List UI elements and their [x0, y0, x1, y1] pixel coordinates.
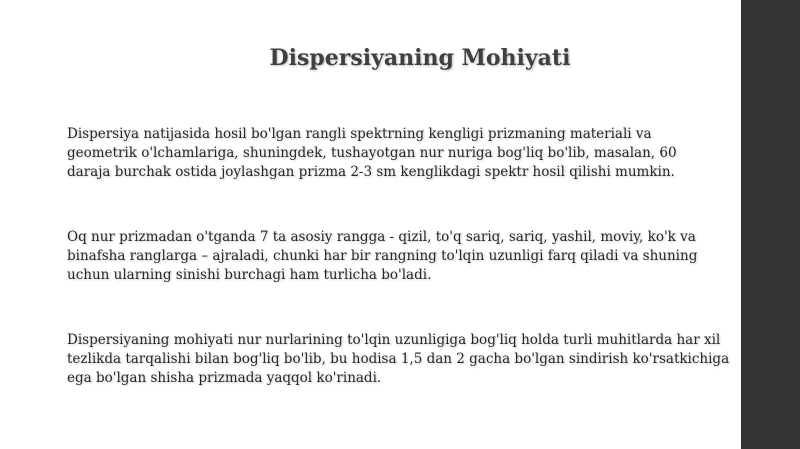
decorative-side-bar — [741, 0, 800, 449]
paragraph-line: ega bo'lgan shisha prizmada yaqqol ko'rinadi. — [67, 370, 382, 386]
paragraph-line: Dispersiya natijasida hosil bo'lgan rangli spektrning kengligi prizmaning materiali va — [67, 126, 652, 142]
paragraph-line: daraja burchak ostida joylashgan prizma 2-3 sm kenglikdagi spektr hosil qilishi mumkin. — [67, 164, 675, 180]
paragraph-line: Dispersiyaning mohiyati nur nurlarining to'lqin uzunligiga bog'liq holda turli muhitlarda har xil — [67, 332, 721, 348]
paragraph-line: binafsha ranglarga – ajraladi, chunki har bir rangning to'lqin uzunligi farq qiladi va shuning — [67, 248, 698, 264]
paragraph-line: tezlikda tarqalishi bilan bog'liq bo'lib, bu hodisa 1,5 dan 2 gacha bo'lgan sindirish ko'rsatkichiga — [67, 351, 730, 367]
paragraph-line: uchun ularning sinishi burchagi ham turlicha bo'ladi. — [67, 267, 432, 283]
slide-title: Dispersiyaning Mohiyati — [269, 44, 571, 71]
paragraph-essence — [67, 331, 800, 388]
paragraph-line: geometrik o'lchamlariga, shuningdek, tushayotgan nur nuriga bog'liq bo'lib, masalan, 60 — [67, 145, 677, 161]
paragraph-line: Oq nur prizmadan o'tganda 7 ta asosiy rangga - qizil, to'q sariq, sariq, yashil, moviy, ko'k va — [67, 229, 696, 245]
paragraph-spectrum-width — [67, 125, 800, 182]
paragraph-seven-colors — [67, 228, 800, 285]
